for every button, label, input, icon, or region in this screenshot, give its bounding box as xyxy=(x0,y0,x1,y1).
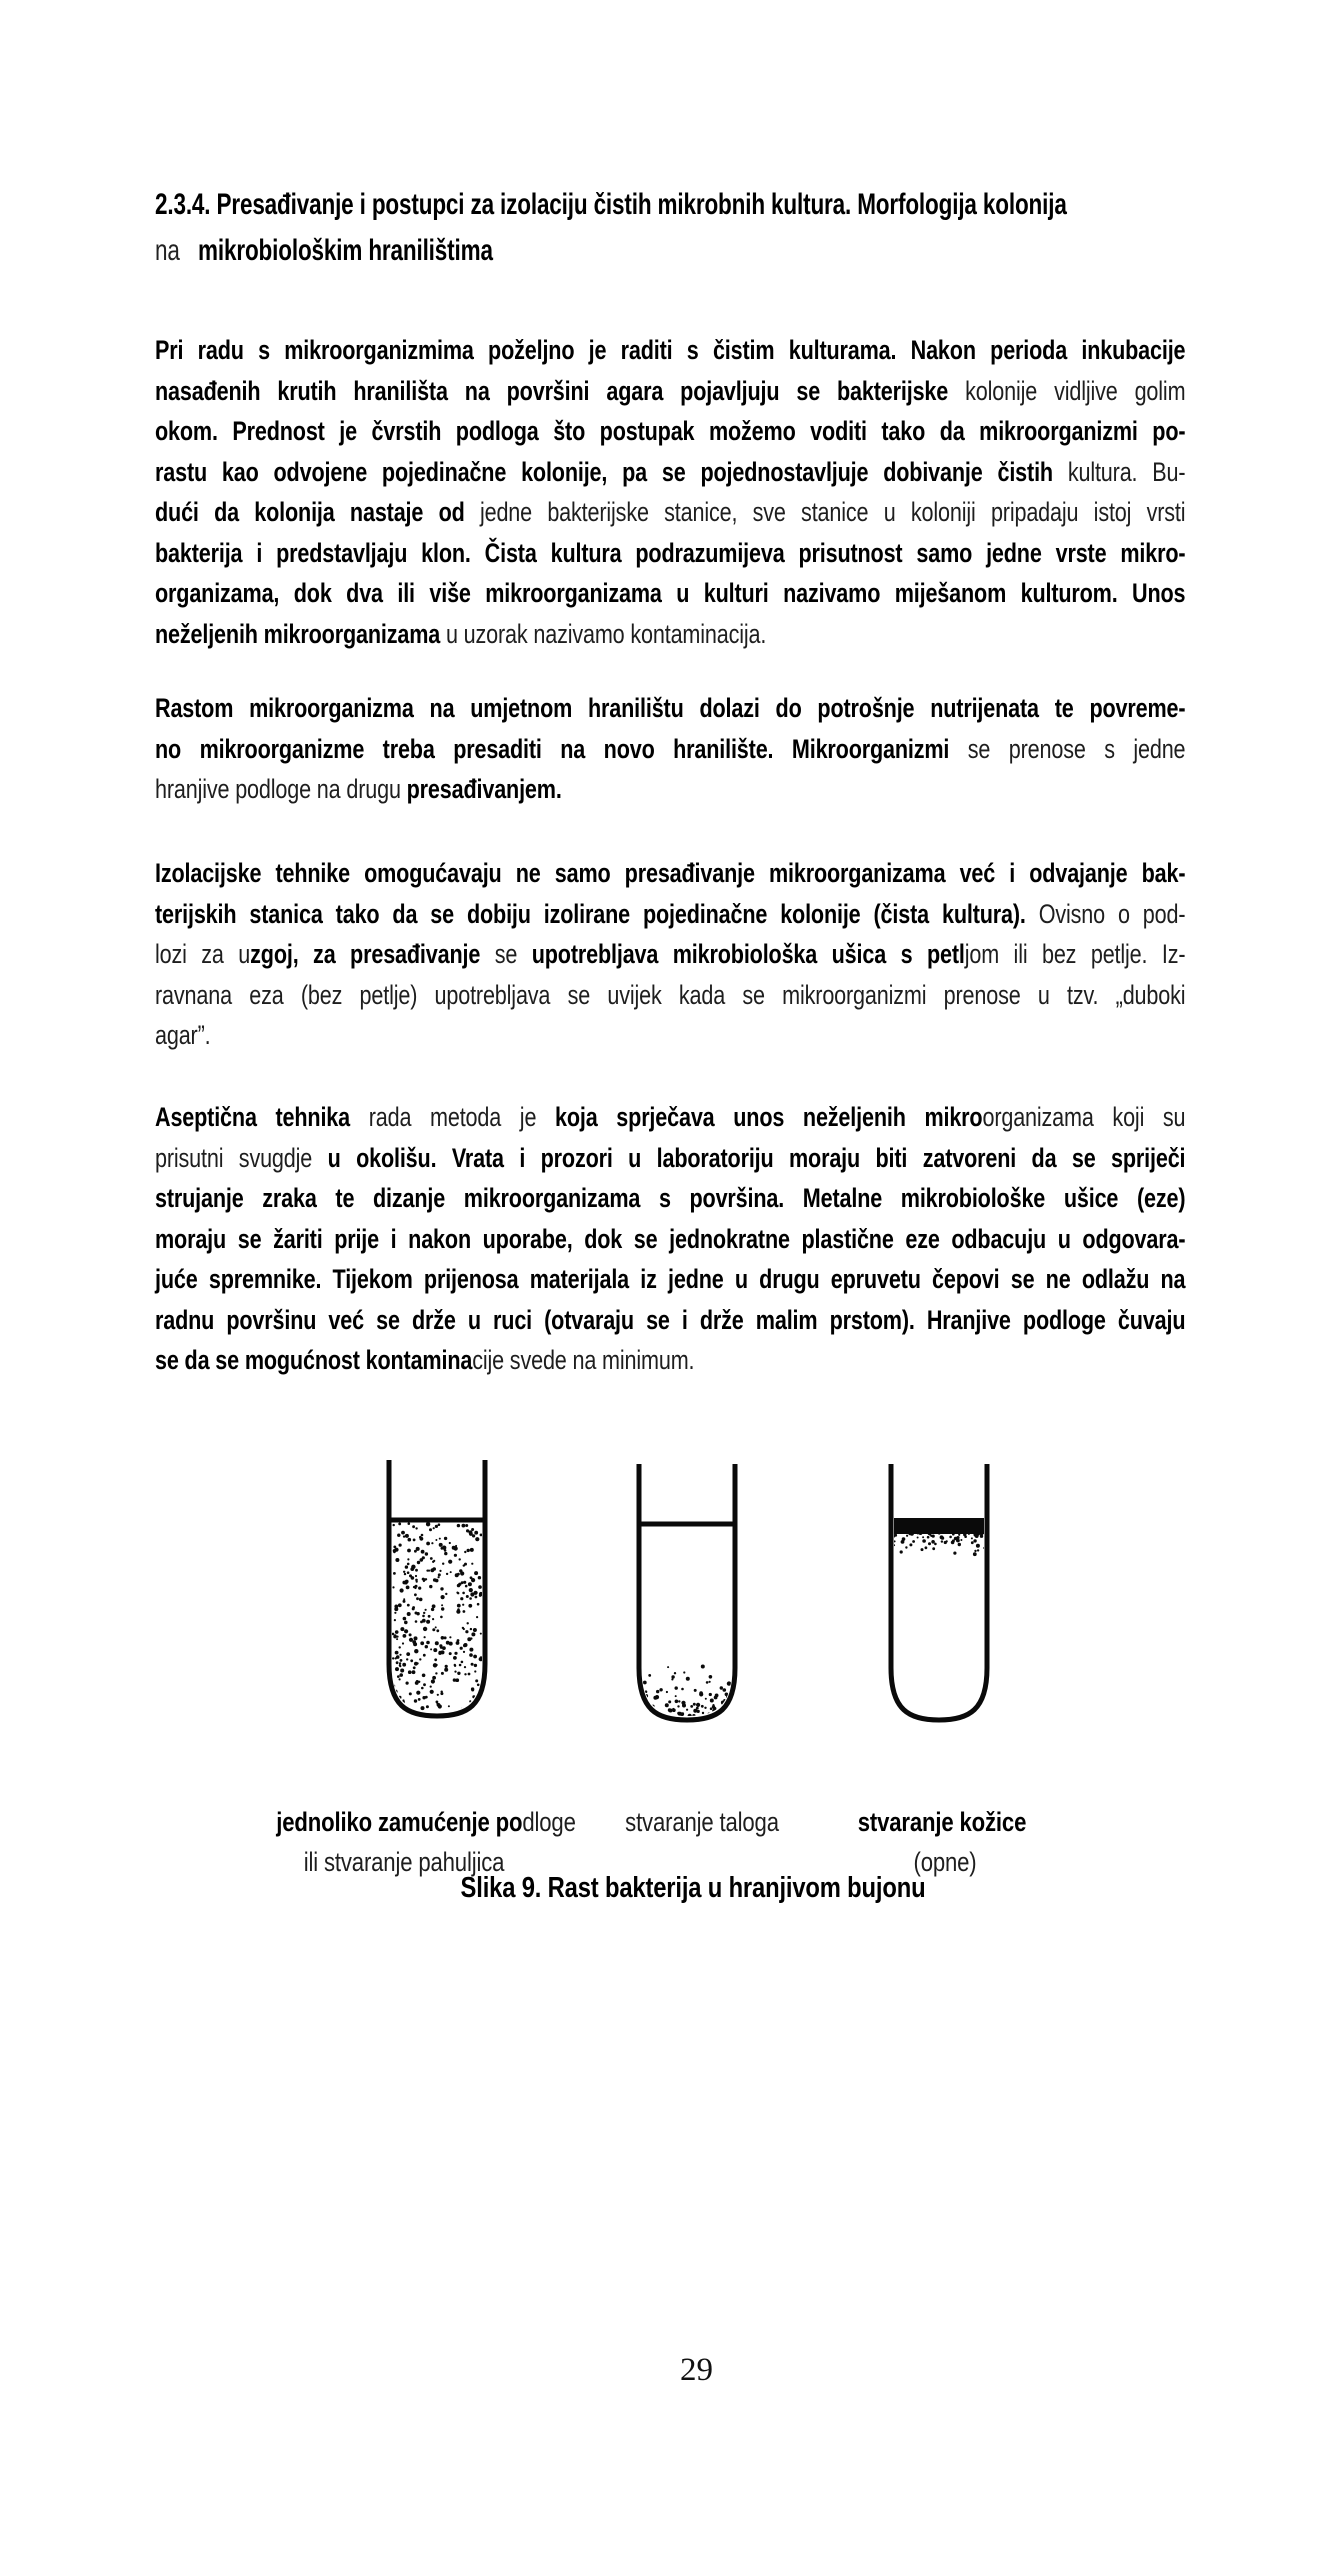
text-line xyxy=(155,975,1185,1016)
text-line xyxy=(155,533,1185,574)
figure-caption: Slika 9. Rast bakterija u hranjivom bujonu xyxy=(460,1872,926,1904)
text-line xyxy=(155,853,1185,894)
text-line xyxy=(155,769,1185,810)
text-line xyxy=(155,573,1185,614)
tube-outline xyxy=(389,1460,485,1716)
heading-text: mikrobiološkim hranilištima xyxy=(198,234,493,267)
heading-line xyxy=(155,228,1186,274)
paragraph xyxy=(155,853,1185,1056)
text-run: hranjive podloge na drugu xyxy=(155,774,407,804)
text-run: lozi za u xyxy=(155,939,251,969)
text-run: terijskih stanica tako da se dobiju izolirane pojedinačne kolonije (čista kultura). xyxy=(155,898,1026,929)
test-tube-pellicle-icon xyxy=(887,1462,991,1726)
text-run: neželjenih mikroorganizama xyxy=(155,618,441,649)
text-line xyxy=(155,1097,1185,1138)
text-run: se xyxy=(480,939,532,969)
turbidity-stipple xyxy=(392,1522,483,1711)
text-line xyxy=(155,1300,1185,1341)
tube3-caption-line1: stvaranje kožice xyxy=(857,1807,1027,1837)
text-run: upotrebljava mikrobiološka ušica s petl xyxy=(531,939,965,969)
text-run: bakterija i predstavljaju klon. Čista kultura podrazumijeva prisutnost samo jedne vrste mikro- xyxy=(155,537,1186,568)
pellicle-band xyxy=(892,1518,986,1534)
text-line xyxy=(155,729,1185,770)
text-line xyxy=(155,411,1185,452)
text-run: Rastom mikroorganizma na umjetnom hranilištu dolazi do potrošnje nutrijenata te povreme- xyxy=(155,693,1186,723)
text-run: jom ili bez petlje. Iz- xyxy=(964,939,1186,969)
text-run: Aseptična tehnika xyxy=(155,1102,351,1132)
text-run: cije svede na minimum. xyxy=(472,1345,695,1375)
text-line xyxy=(155,492,1185,533)
text-run: Ovisno o pod- xyxy=(1025,898,1186,929)
text-line xyxy=(155,330,1185,371)
caption-run: jednoliko zamućenje po xyxy=(276,1807,523,1837)
text-line xyxy=(155,1340,1185,1381)
text-run: se da se mogućnost kontamina xyxy=(155,1345,473,1375)
tube-outline xyxy=(891,1464,987,1720)
text-line xyxy=(155,1178,1185,1219)
text-line xyxy=(155,1259,1185,1300)
text-run: strujanje zraka te dizanje mikroorganizama s površina. Metalne mikrobiološke ušice (eze) xyxy=(155,1183,1186,1213)
pellicle-stipple xyxy=(891,1531,985,1556)
text-run: dući da kolonija nastaje od xyxy=(155,497,465,527)
paragraph xyxy=(155,330,1185,654)
tube1-caption-line2: ili stvaranje pahuljica xyxy=(303,1847,505,1877)
text-run: jedne bakterijske stanice, sve stanice u koloniji pripadaju istoj vrsti xyxy=(464,497,1186,527)
text-run: prisutni svugdje xyxy=(155,1142,313,1173)
paragraph xyxy=(155,688,1185,810)
section-heading xyxy=(155,182,1186,274)
text-run: u okolišu. Vrata i prozori u laboratoriju moraju biti zatvoreni da se spriječi xyxy=(312,1142,1186,1173)
text-run: nasađenih krutih hranilišta na površini agara pojavljuju se bakterijske xyxy=(155,375,949,406)
text-run: kolonije vidljive golim xyxy=(948,375,1186,406)
text-run: koja sprječava unos neželjenih mikro xyxy=(555,1102,983,1132)
tube2-caption: stvaranje taloga xyxy=(625,1807,779,1837)
heading-text: na xyxy=(155,234,199,267)
text-run: rastu kao odvojene pojedinačne kolonije, pa se pojednostavljuje dobivanje čistih xyxy=(155,456,1053,487)
text-line xyxy=(155,894,1185,935)
text-run: organizama koji su xyxy=(982,1102,1186,1132)
test-tube-sediment-icon xyxy=(635,1462,739,1726)
text-run: ravnana eza (bez petlje) upotrebljava se uvijek kada se mikroorganizmi prenose u tzv. „duboki xyxy=(155,979,1186,1010)
text-run: juće spremnike. Tijekom prijenosa materijala iz jedne u drugu epruvetu čepovi se ne odlažu na xyxy=(155,1264,1186,1294)
tube3-caption-line2: (opne) xyxy=(913,1847,977,1877)
text-line xyxy=(155,934,1185,975)
tube1-caption-line1 xyxy=(276,1802,575,1842)
text-run: no mikroorganizme treba presaditi na novo hranilište. Mikroorganizmi xyxy=(155,733,950,764)
text-line xyxy=(155,688,1185,729)
text-line xyxy=(155,452,1185,493)
page-number: 29 xyxy=(680,2352,713,2388)
text-run: moraju se žariti prije i nakon uporabe, dok se jednokratne plastične eze odbacuju u odgovara- xyxy=(155,1223,1186,1254)
text-run: radnu površinu već se drže u ruci (otvaraju se i drže malim prstom). Hranjive podloge čuvaju xyxy=(155,1304,1186,1335)
text-run: kultura. Bu- xyxy=(1052,456,1186,487)
text-run: Pri radu s mikroorganizmima poželjno je raditi s čistim kulturama. Nakon perioda inkubacije xyxy=(155,335,1186,365)
text-line xyxy=(155,614,1185,655)
text-run: Izolacijske tehnike omogućavaju ne samo presađivanje mikroorganizama već i odvajanje bak- xyxy=(155,858,1186,888)
paragraph xyxy=(155,1097,1185,1381)
text-run: se prenose s jedne xyxy=(949,733,1186,764)
text-run: rada metoda je xyxy=(350,1102,556,1132)
text-run: organizama, dok dva ili više mikroorganizama u kulturi nazivamo miješanom kulturom. Unos xyxy=(155,578,1186,608)
text-run: okom. Prednost je čvrstih podloga što postupak možemo voditi tako da mikroorganizmi po- xyxy=(155,416,1186,446)
heading-text: 2.3.4. Presađivanje i postupci za izolaciju čistih mikrobnih kultura. Morfologija kolonija xyxy=(155,188,1067,221)
text-run: presađivanjem. xyxy=(406,774,562,804)
heading-line xyxy=(155,182,1186,228)
tube-outline xyxy=(639,1464,735,1720)
text-line xyxy=(155,1219,1185,1260)
text-run: agar”. xyxy=(155,1020,211,1050)
text-line xyxy=(155,371,1185,412)
caption-run: dloge xyxy=(522,1807,576,1837)
text-run: zgoj, za presađivanje xyxy=(250,939,481,969)
text-line xyxy=(155,1015,1185,1056)
text-run: u uzorak nazivamo kontaminacija. xyxy=(440,618,767,649)
test-tube-uniform-turbidity-icon xyxy=(385,1458,489,1722)
text-line xyxy=(155,1138,1185,1179)
